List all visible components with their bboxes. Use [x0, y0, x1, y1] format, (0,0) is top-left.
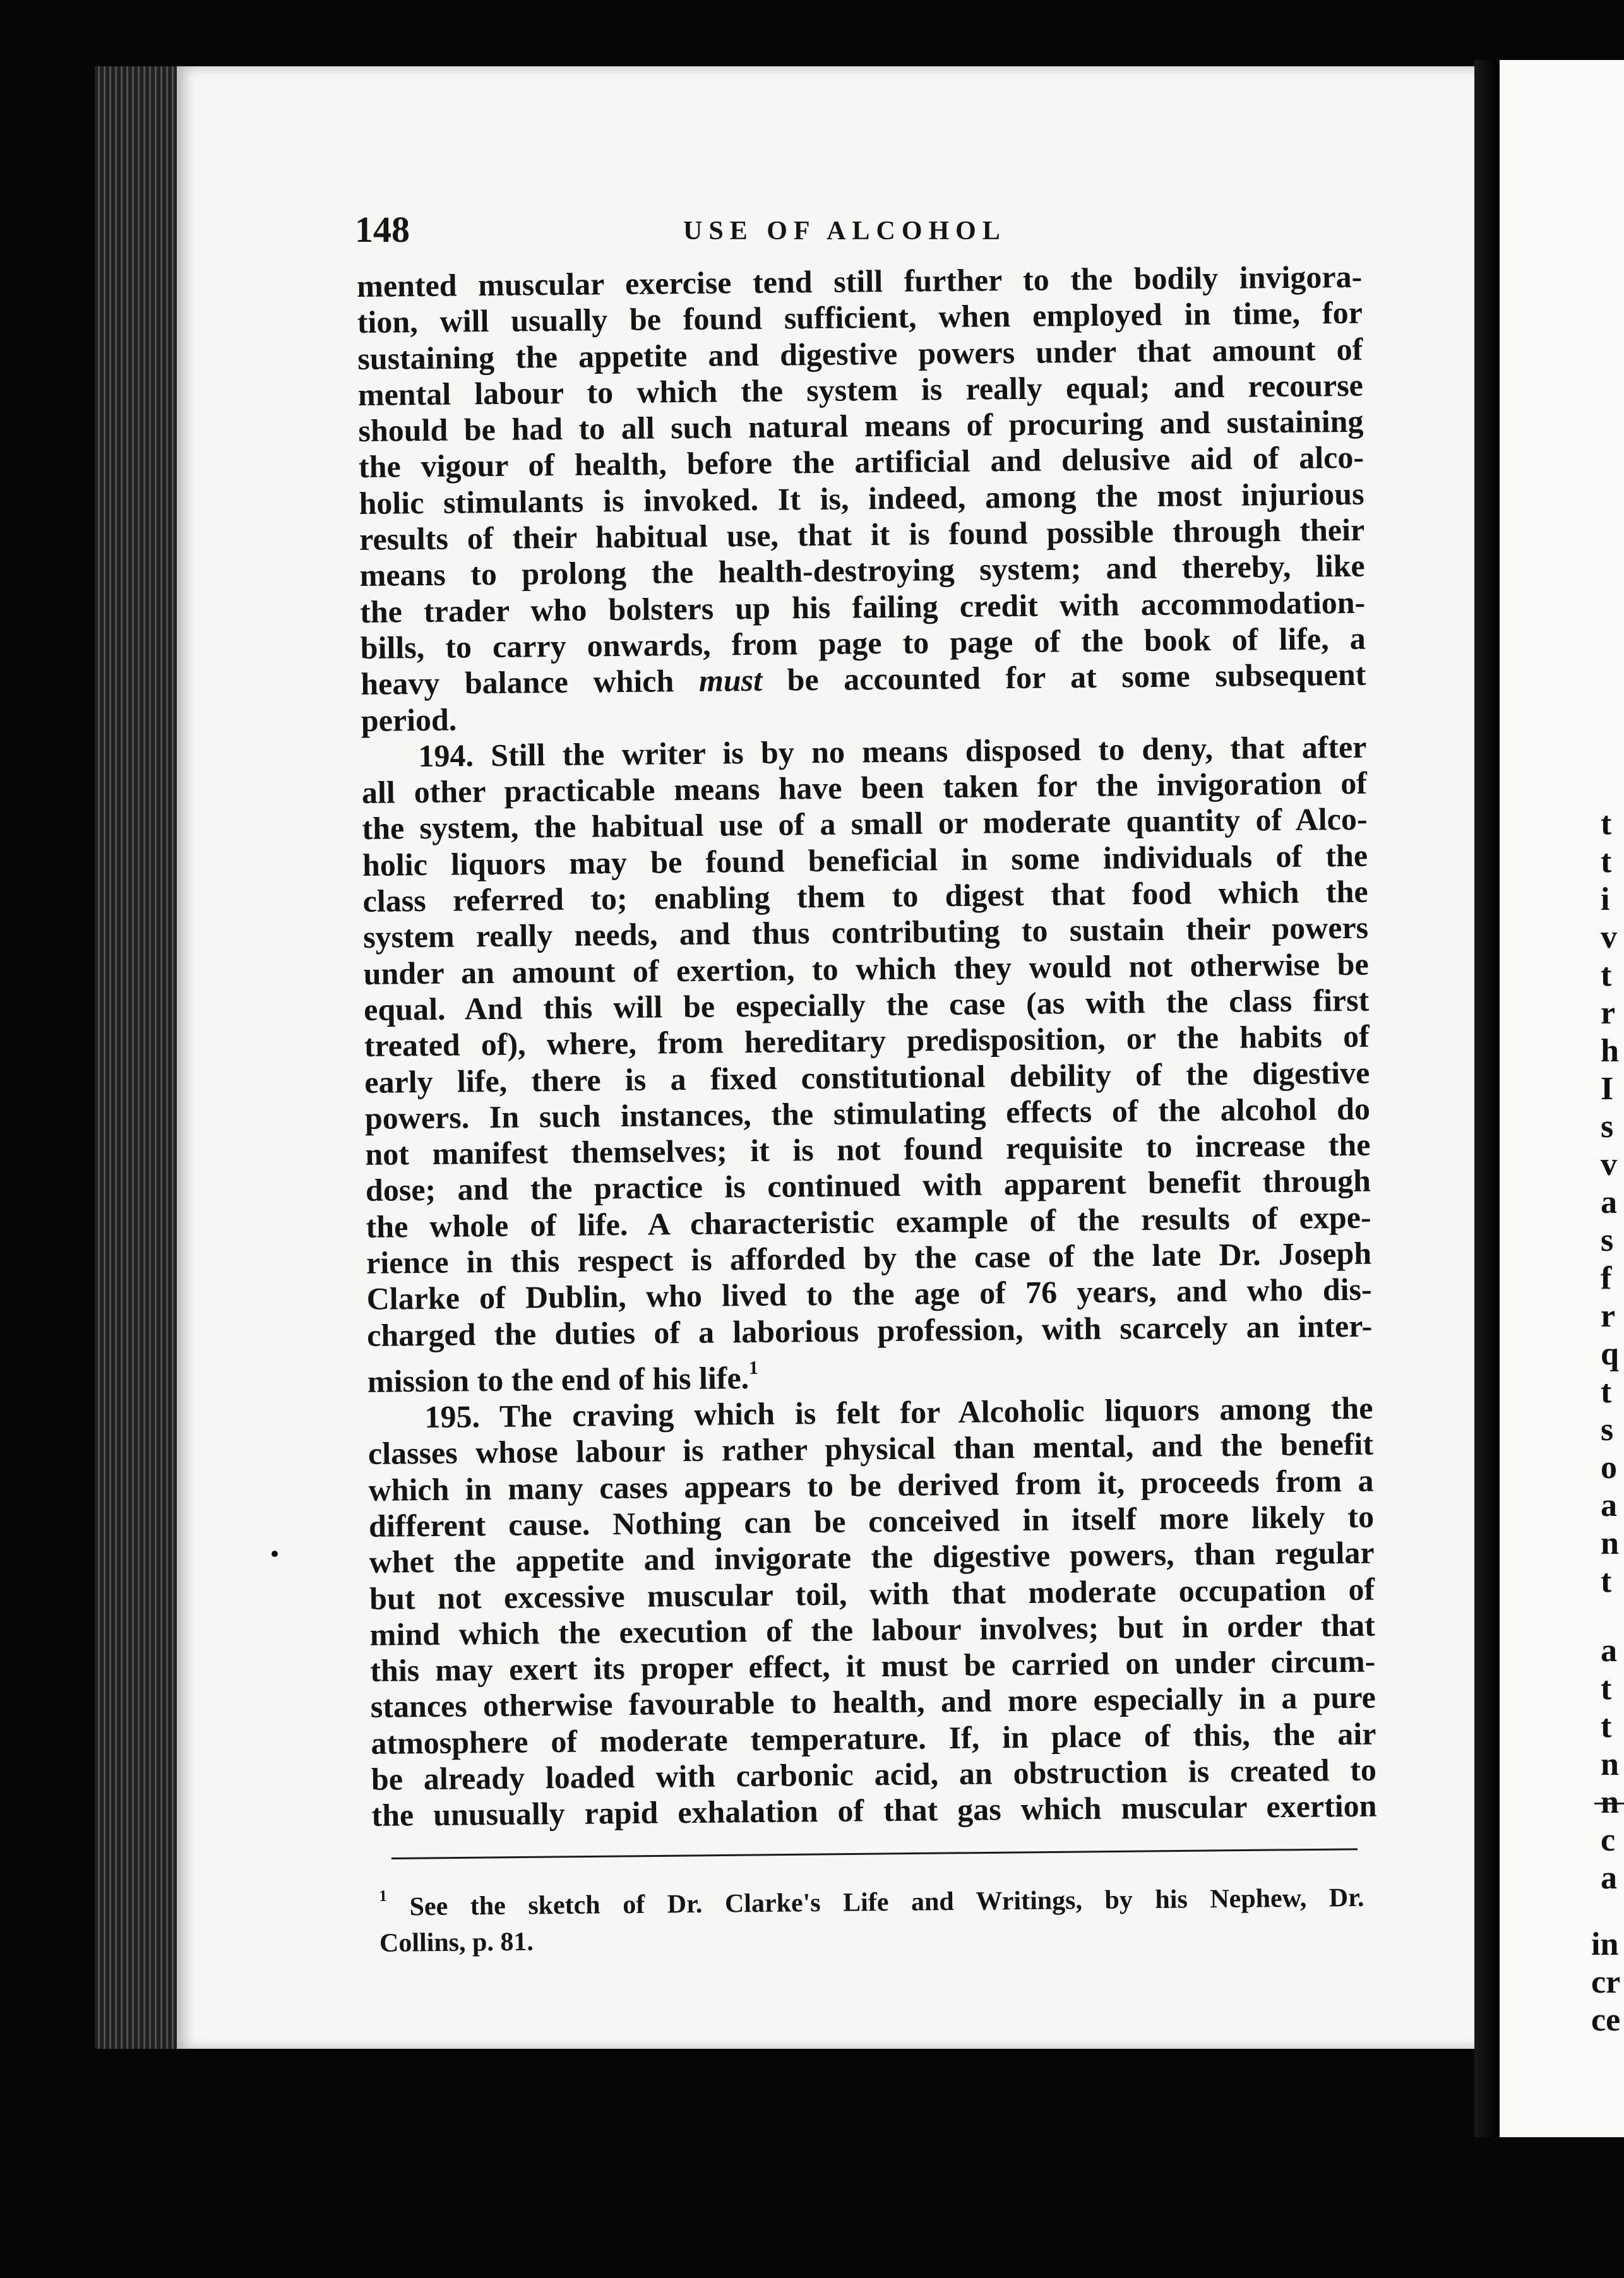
text-line: the unusually rapid exhalation of that gas which muscular exertion: [371, 1787, 1377, 1834]
facing-page-fragment: v: [1601, 919, 1617, 955]
text-line: which in many cases appears to be derived from it, proceeds from a: [368, 1462, 1374, 1508]
footnote-text: See the sketch of Dr. Clarke's Life and Writings, by his Nephew, Dr.: [409, 1883, 1364, 1922]
facing-page-fragment: cr: [1591, 1964, 1621, 2000]
page-number: 148: [355, 209, 410, 250]
text-line: all other practicable means have been taken for the invigoration of: [361, 765, 1368, 811]
facing-page-fragment: t: [1601, 1563, 1612, 1599]
facing-page-edge: [1500, 60, 1624, 2137]
emphasis-word: must: [698, 662, 763, 699]
facing-page-fragment: t: [1601, 844, 1612, 880]
facing-page-fragment: h: [1601, 1033, 1619, 1069]
facing-page-fragment: i: [1601, 881, 1610, 917]
book-gutter: [1474, 60, 1500, 2137]
text-line: period.: [361, 701, 457, 738]
facing-page-fragment: c: [1601, 1822, 1616, 1858]
text-line: means to prolong the health-destroying system; and thereby, like: [359, 548, 1365, 593]
text-line: dose; and the practice is continued with apparent benefit through: [365, 1163, 1371, 1208]
facing-page-fragment: o: [1601, 1450, 1617, 1486]
text-line: powers. In such instances, the stimulating effects of the alcohol do: [364, 1090, 1371, 1136]
text-line: equal. And this will be especially the case (as with the class first: [364, 982, 1370, 1027]
text-line: the vigour of health, before the artificial and delusive aid of alco-: [358, 439, 1364, 485]
facing-page-fragment: a: [1601, 1488, 1617, 1524]
text-line: the whole of life. A characteristic example of the results of expe-: [366, 1199, 1371, 1244]
text-line: holic stimulants is invoked. It is, indeed, among the most injurious: [359, 475, 1364, 521]
facing-page-fragment: ce: [1591, 2002, 1621, 2038]
text-line: system really needs, and thus contributing to sustain their powers: [362, 910, 1369, 955]
facing-page-fragment: n: [1601, 1746, 1619, 1782]
text-fragment: be accounted for at some subsequent: [787, 656, 1366, 698]
text-line: whet the appetite and invigorate the digestive powers, than regular: [369, 1534, 1375, 1580]
text-line: but not excessive muscular toil, with that moderate occupation of: [369, 1571, 1375, 1616]
facing-page-fragment: a: [1601, 1860, 1617, 1896]
facing-page-fragment: v: [1601, 1147, 1617, 1183]
facing-page-fragment: q: [1601, 1336, 1619, 1372]
text-line: rience in this respect is afforded by the case of the late Dr. Joseph: [366, 1235, 1372, 1280]
facing-page-fragment: t: [1601, 806, 1612, 842]
running-title: USE OF ALCOHOL: [683, 217, 1006, 246]
text-line: atmosphere of moderate temperature. If, in place of this, the air: [371, 1715, 1376, 1761]
ink-speck: [272, 1551, 278, 1557]
text-line: holic liquors may be found beneficial in some individuals of the: [362, 837, 1368, 883]
text-line: charged the duties of a laborious profession, with scarcely an inter-: [366, 1308, 1373, 1353]
text-line: different cause. Nothing can be conceived in itself more likely to: [368, 1498, 1375, 1544]
text-line: mind which the execution of the labour involves; but in order that: [369, 1607, 1375, 1652]
facing-page-fragment: I: [1601, 1071, 1614, 1107]
facing-page-fragment: s: [1601, 1109, 1614, 1145]
text-line: under an amount of exertion, to which they would not otherwise be: [363, 946, 1369, 991]
text-line: treated of), where, from hereditary predisposition, or the habits of: [364, 1018, 1370, 1064]
facing-page-fragment: f: [1601, 1260, 1612, 1296]
text-line: not manifest themselves; it is not found requisite to increase the: [365, 1126, 1371, 1172]
text-line: should be had to all such natural means of procuring and sustaining: [358, 403, 1364, 449]
facing-page-fragment: r: [1601, 1298, 1616, 1334]
text-line: Clarke of Dublin, who lived to the age of 76 years, and who dis-: [366, 1271, 1372, 1317]
footnote-marker: 1: [379, 1887, 387, 1905]
text-line: the trader who bolsters up his failing credit with accommodation-: [359, 584, 1366, 629]
paragraph-194-start: 194. Still the writer is by no means disposed to deny, that after: [418, 729, 1367, 773]
text-line: results of their habitual use, that it is found possible through their: [359, 511, 1365, 558]
facing-page-fragment: a: [1601, 1633, 1617, 1669]
facing-page-fragment: r: [1601, 995, 1616, 1031]
facing-page-fragment: t: [1601, 1708, 1612, 1744]
facing-page-fragment: s: [1601, 1222, 1614, 1258]
footnote-line: Collins, p. 81.: [379, 1927, 534, 1958]
footnote-line: [379, 1869, 1364, 1926]
facing-page-fragment: t: [1601, 957, 1612, 993]
facing-page-fragment: n: [1601, 1784, 1619, 1820]
text-fragment: heavy balance which: [361, 663, 674, 702]
facing-page-fragment: t: [1601, 1671, 1612, 1707]
text-line: early life, there is a fixed constitutional debility of the digestive: [364, 1054, 1370, 1100]
facing-page-fragment: s: [1601, 1412, 1614, 1448]
text-line: classes whose labour is rather physical than mental, and the benefit: [367, 1426, 1374, 1472]
text-line: mented muscular exercise tend still further to the bodily invigora-: [357, 258, 1363, 304]
text-fragment: mission to the end of his life.: [367, 1359, 749, 1399]
text-line: tion, will usually be found sufficient, when employed in time, for: [357, 295, 1363, 340]
text-line: bills, to carry onwards, from page to page of the book of life, a: [360, 620, 1366, 665]
facing-page-fragment: in: [1591, 1926, 1619, 1962]
facing-page-fragment: t: [1601, 1374, 1612, 1410]
facing-page-fragment: n: [1601, 1525, 1619, 1561]
text-line: stances otherwise favourable to health, and more especially in a pure: [370, 1679, 1376, 1725]
text-line: class referred to; enabling them to digest that food which the: [362, 873, 1368, 919]
footnote-reference: 1: [748, 1357, 759, 1379]
text-line: this may exert its proper effect, it must be carried on under circum-: [370, 1643, 1376, 1689]
page-header: [355, 208, 1365, 253]
footnote: [379, 1869, 1364, 1962]
paragraph-195-start: 195. The craving which is felt for Alcoholic liquors among the: [424, 1390, 1373, 1435]
facing-page-fragment: a: [1601, 1184, 1617, 1220]
text-line: the system, the habitual use of a small or moderate quantity of Alco-: [362, 801, 1368, 847]
page-edges: [95, 66, 189, 2049]
body-text: [357, 259, 1377, 1834]
text-line: sustaining the appetite and digestive powers under that amount of: [357, 331, 1363, 376]
text-line: mental labour to which the system is really equal; and recourse: [357, 367, 1364, 412]
text-line: be already loaded with carbonic acid, an obstruction is created to: [371, 1751, 1377, 1797]
